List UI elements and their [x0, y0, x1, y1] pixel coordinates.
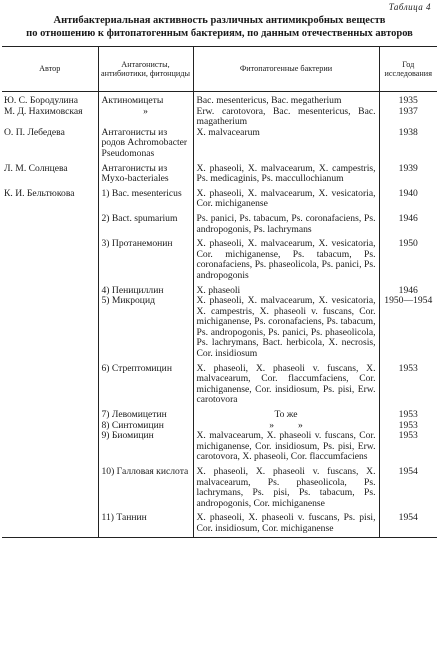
table-row: [2, 210, 437, 235]
author-cell: [2, 360, 98, 406]
antagonist-cell: 4) Пенициллин: [98, 282, 193, 297]
year-cell: 1953: [379, 406, 437, 421]
bacteria-cell: То же: [193, 406, 379, 421]
author-cell: [2, 282, 98, 297]
header-row: [2, 47, 437, 92]
year-cell: 1946: [379, 210, 437, 235]
antagonist-cell: »: [98, 107, 193, 128]
antagonist-cell: 8) Синтомицин: [98, 421, 193, 432]
bacteria-cell: X. phaseoli: [193, 282, 379, 297]
table-row: [2, 406, 437, 421]
author-cell: [2, 431, 98, 463]
header-bacteria: Фитопатогенные бактерии: [193, 47, 379, 92]
bacteria-cell: X. phaseoli, X. malvacearum, X. campestris, Ps. medicaginis, Ps. maccullochianum: [193, 160, 379, 185]
author-cell: [2, 296, 98, 360]
year-cell: 1946: [379, 282, 437, 297]
year-cell: 1938: [379, 128, 437, 160]
antagonist-cell: 6) Стрептомицин: [98, 360, 193, 406]
antagonist-cell: 1) Bac. mesentericus: [98, 185, 193, 210]
author-cell: [2, 421, 98, 432]
year-cell: 1950: [379, 235, 437, 281]
table-row: [2, 107, 437, 128]
author-cell: К. И. Бельтюкова: [4, 187, 75, 199]
bacteria-cell: X. phaseoli, X. malvacearum, X. vesicatoria, X. campestris, X. phaseoli v. fuscans, Cor. michiganense, Ps. coronafaciens, Ps. tabacum, Ps. andropogonis, Ps. panici, Ps. phaseolicola, Ps. lachrymans, Bact. herbicola, X. necrosis, Cor. insidiosum: [193, 296, 379, 360]
bacteria-cell: X. phaseoli, X. phaseoli v. fuscans, X. malvacearum, Ps. phaseolicola, Ps. lachrymans, Ps. pisi, Ps. tabacum, Ps. andropogonis, Cor. michiganense: [193, 463, 379, 509]
year-cell: 1935: [379, 92, 437, 107]
author-cell: [2, 235, 98, 281]
header-year: Год исследования: [379, 47, 437, 92]
author-cell: [2, 406, 98, 421]
table-row: [2, 431, 437, 463]
table-row: [2, 360, 437, 406]
antagonist-cell: 5) Микроцид: [98, 296, 193, 360]
antagonist-cell: 3) Протанемонин: [98, 235, 193, 281]
antagonist-cell: 2) Bact. spumarium: [98, 210, 193, 235]
antagonist-cell: 10) Галловая кислота: [98, 463, 193, 509]
table-row: [2, 128, 437, 160]
antagonist-cell: Актиномицеты: [98, 92, 193, 107]
caption-line-2: по отношению к фитопатогенным бактериям, по данным отечественных авторов: [26, 28, 413, 39]
antagonist-cell: Антагонисты из родов Achromobacter Pseudomonas: [98, 128, 193, 160]
table-row: [2, 463, 437, 509]
antagonist-cell: 11) Таннин: [98, 509, 193, 537]
author-cell: Л. М. Солнцева: [4, 162, 68, 174]
antibacterial-activity-table: [2, 46, 437, 538]
year-cell: 1939: [379, 160, 437, 185]
bacteria-cell: X. phaseoli, X. malvacearum, X. vesicatoria, Cor. michiganense: [193, 185, 379, 210]
antagonist-cell: 9) Биомицин: [98, 431, 193, 463]
author-cell: [2, 509, 98, 537]
antagonist-cell: Антагонисты из Myxo-bacteriales: [98, 160, 193, 185]
antagonist-cell: 7) Левомицетин: [98, 406, 193, 421]
table-row: [2, 509, 437, 537]
bacteria-cell: X. phaseoli, X. phaseoli v. fuscans, Ps. pisi, Cor. insidiosum, Cor. michiganense: [193, 509, 379, 537]
author-cell: [2, 210, 98, 235]
table-number: Таблица 4: [388, 2, 431, 12]
bacteria-cell: Bac. mesentericus, Bac. megatherium: [193, 92, 379, 107]
year-cell: 1954: [379, 509, 437, 537]
header-antagonists: Антагонисты, антибиотики, фитонциды: [98, 47, 193, 92]
year-cell: 1953: [379, 360, 437, 406]
bacteria-cell: X. malvacearum: [193, 128, 379, 160]
bacteria-cell: X. malvacearum, X. phaseoli v. fuscans, Cor. michiganense, Cor. insidiosum, Ps. pisi, Erw. carotovora, X. phaseoli, Cor. flaccumfaciens: [193, 431, 379, 463]
table-row: [2, 296, 437, 360]
table-row: [2, 92, 437, 107]
year-cell: 1953: [379, 421, 437, 432]
author-cell: О. П. Лебедева: [4, 126, 65, 138]
table-row: [2, 185, 437, 210]
bacteria-cell: X. phaseoli, X. malvacearum, X. vesicatoria, Cor. michiganense, Ps. tabacum, Ps. coronafaciens, Ps. phaseolicola, Ps. panici, Ps. andropogonis: [193, 235, 379, 281]
header-author: Автор: [2, 47, 98, 92]
author-cell: М. Д. Нахимовская: [4, 105, 83, 117]
year-cell: 1953: [379, 431, 437, 463]
year-cell: 1954: [379, 463, 437, 509]
table-caption: [4, 14, 435, 40]
bacteria-cell: » »: [193, 421, 379, 432]
author-cell: Ю. С. Бородулина: [4, 95, 79, 106]
bacteria-cell: X. phaseoli, X. phaseoli v. fuscans, X. malvacearum, Cor. flaccumfaciens, Cor. michiganense, Cor. insidiosum, Ps. pisi, Erw. carotovora: [193, 360, 379, 406]
caption-line-1: Антибактериальная активность различных антимикробных веществ: [53, 15, 386, 26]
year-cell: 1937: [379, 107, 437, 128]
table-row: [2, 160, 437, 185]
year-cell: 1940: [379, 185, 437, 210]
bacteria-cell: Ps. panici, Ps. tabacum, Ps. coronafaciens, Ps. andropogonis, Ps. lachrymans: [193, 210, 379, 235]
table-row: [2, 235, 437, 281]
table-row: [2, 282, 437, 297]
year-cell: 1950—1954: [379, 296, 437, 360]
bacteria-cell: Erw. carotovora, Bac. mesentericus, Bac. magatherium: [193, 107, 379, 128]
author-cell: [2, 463, 98, 509]
